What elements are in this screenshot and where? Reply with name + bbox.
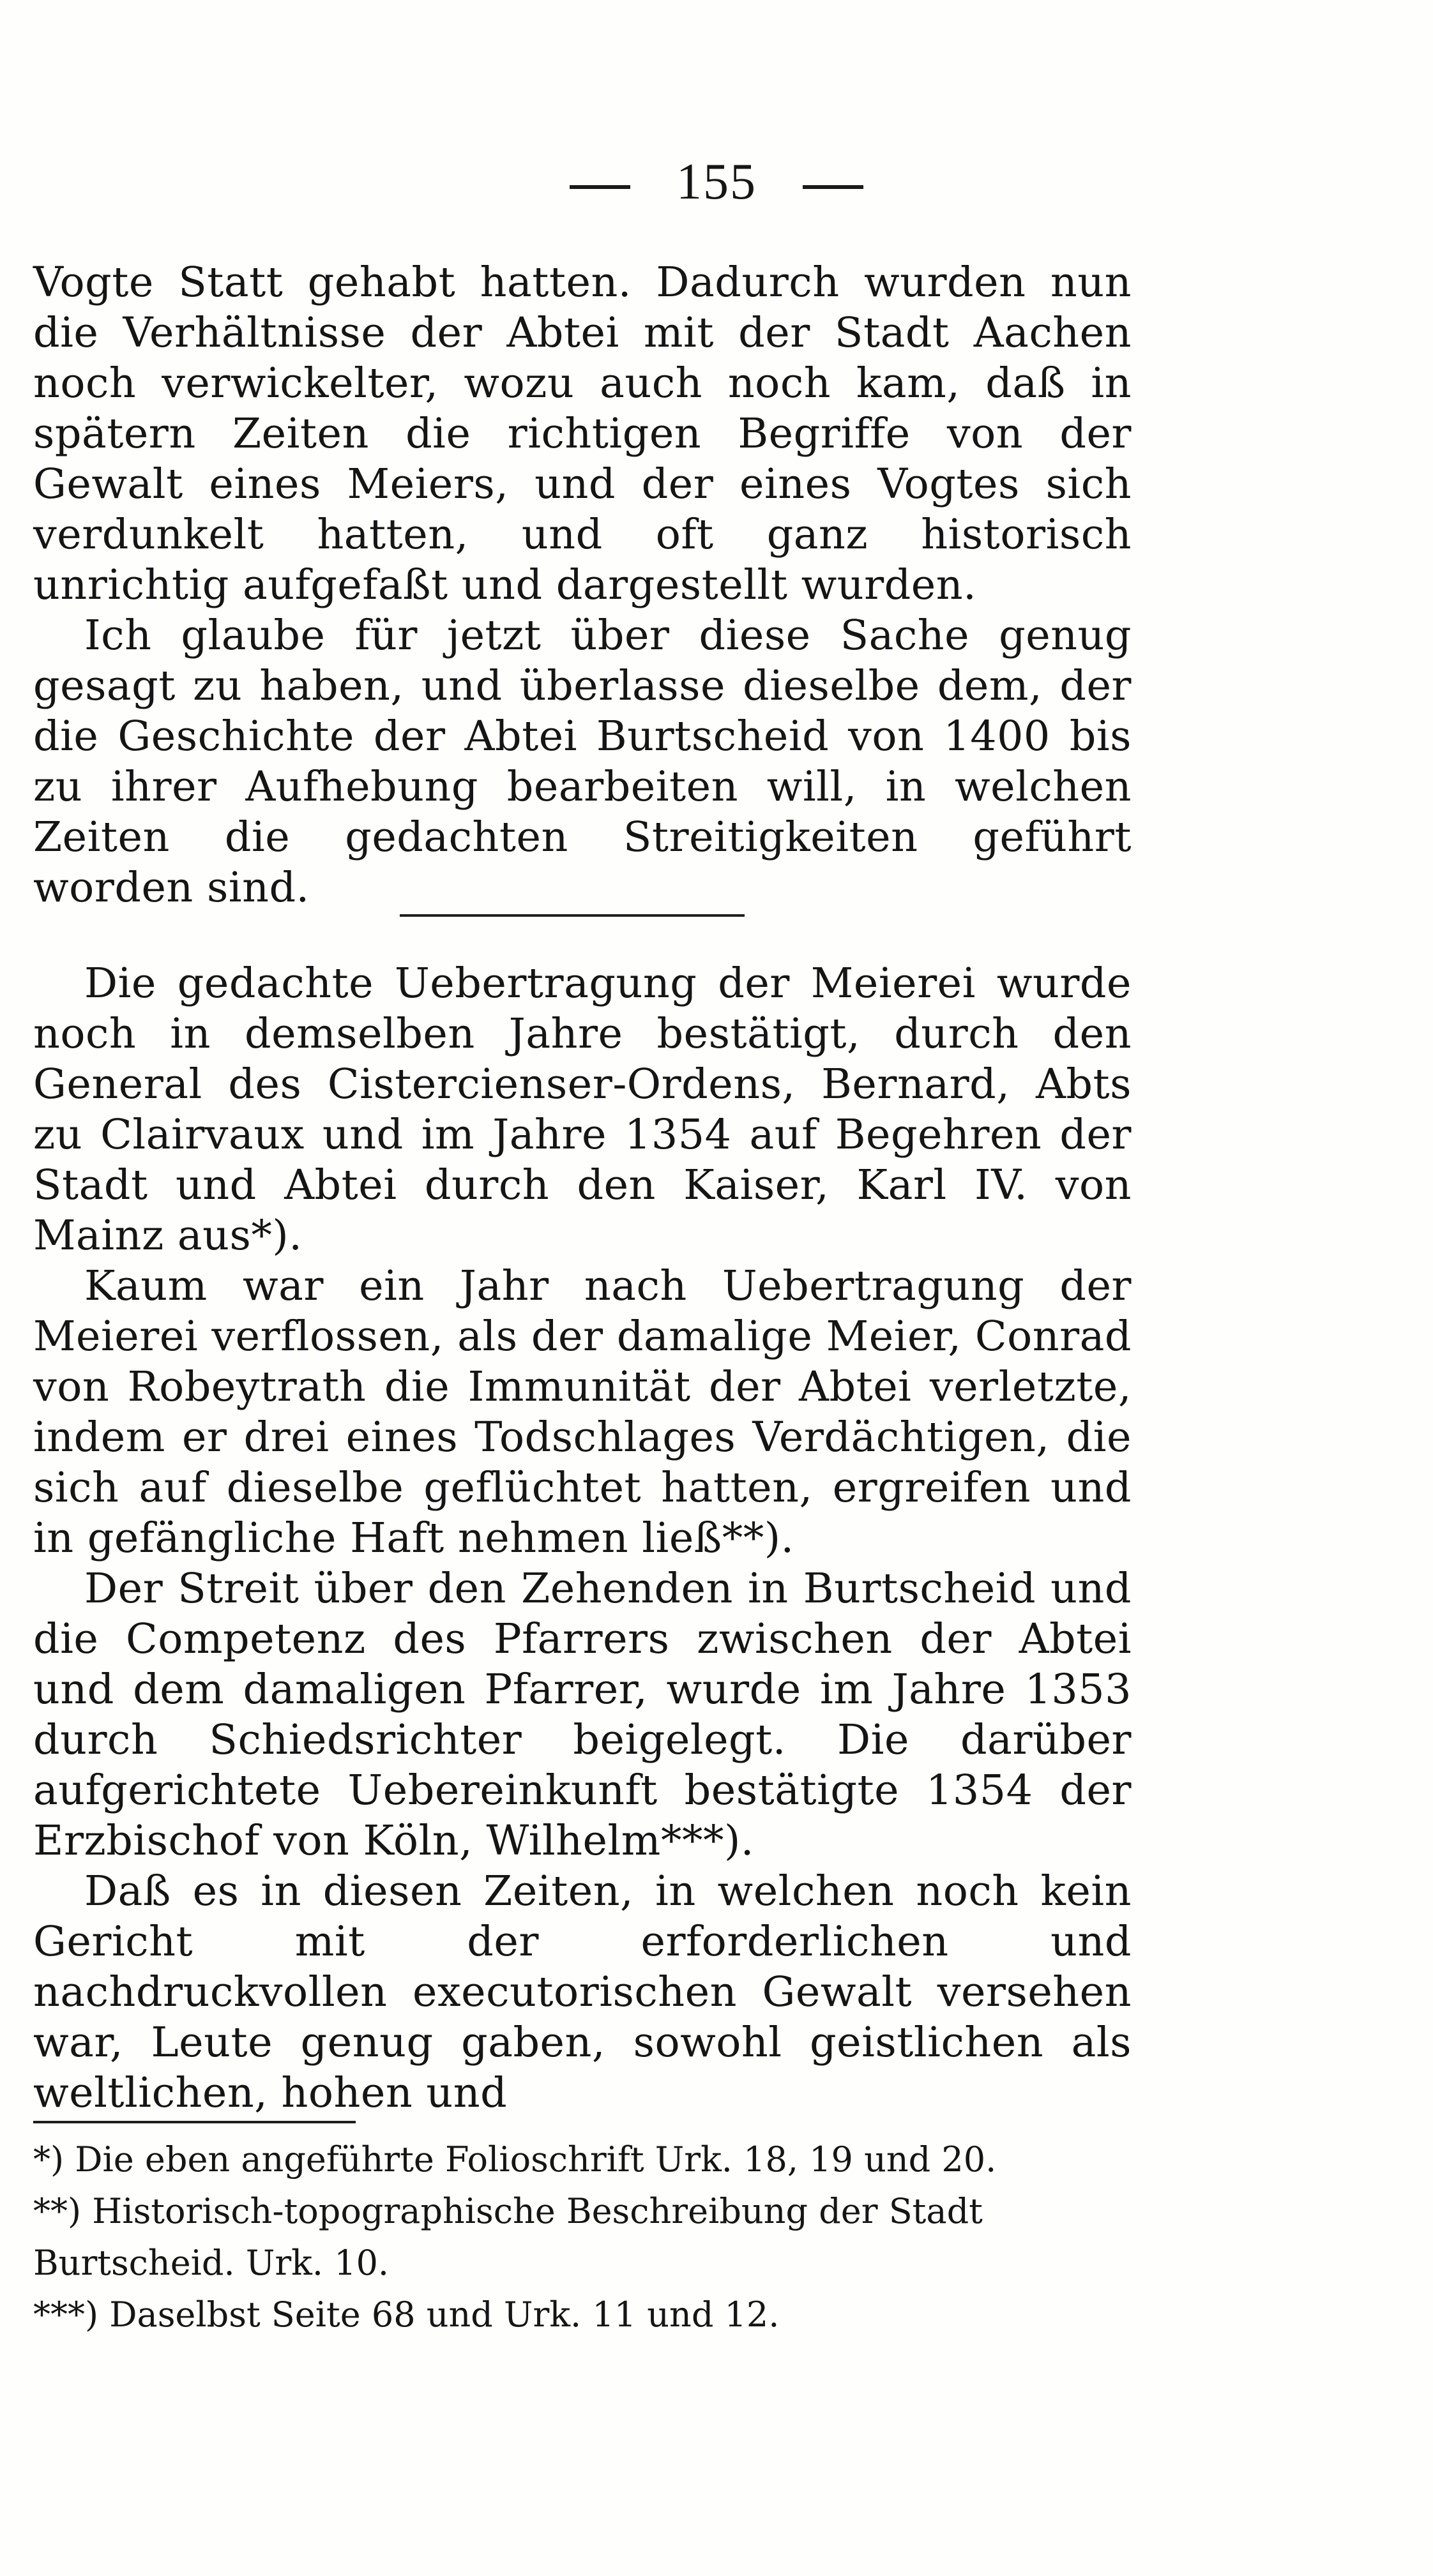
- body-section-2: [33, 958, 1132, 2118]
- paragraph: Ich glaube für jetzt über diese Sache genug gesagt zu haben, und überlasse dieselbe dem, der die Geschichte der Abtei Burtscheid von 1400 bis zu ihrer Aufhebung bearbeiten will, in welchen Zeiten die gedachten Streitigkeiten geführt worden sind.: [33, 612, 1132, 912]
- footnote: *) Die eben angeführte Folioschrift Urk. 18, 19 und 20.: [33, 2139, 997, 2180]
- paragraph: Der Streit über den Zehenden in Burtscheid und die Competenz des Pfarrers zwischen der Abtei und dem damaligen Pfarrer, wurde im Jahre 1353 durch Schiedsrichter beigelegt. Die darüber aufgerichtete Uebereinkunft bestätigte 1354 der Erzbischof von Köln, Wilhelm***).: [33, 1565, 1132, 1865]
- page-header: [0, 153, 1433, 211]
- section-divider: [400, 914, 745, 917]
- header-dash-right: [803, 185, 863, 189]
- page-number: 155: [676, 154, 757, 210]
- paragraph: Vogte Statt gehabt hatten. Dadurch wurden nun die Verhältnisse der Abtei mit der Stadt Aachen noch verwickelter, wozu auch noch kam, daß in spätern Zeiten die richtigen Begriffe von der Gewalt eines Meiers, und der eines Vogtes sich verdunkelt hatten, und oft ganz historisch unrichtig aufgefaßt und dargestellt wurden.: [33, 259, 1132, 609]
- paragraph: Die gedachte Uebertragung der Meierei wurde noch in demselben Jahre bestätigt, durch den General des Cistercienser-Ordens, Bernard, Abts zu Clairvaux und im Jahre 1354 auf Begehren der Stadt und Abtei durch den Kaiser, Karl IV. von Mainz aus*).: [33, 960, 1132, 1260]
- paragraph: Daß es in diesen Zeiten, in welchen noch kein Gericht mit der erforderlichen und nachdruckvollen executorischen Gewalt versehen war, Leute genug gaben, sowohl geistlichen als weltlichen, hohen und: [33, 1867, 1132, 2117]
- header-dash-left: [570, 185, 630, 189]
- footnotes: [33, 2134, 1138, 2340]
- footnote: **) Historisch-topographische Beschreibung der Stadt Burtscheid. Urk. 10.: [33, 2191, 983, 2283]
- body-section-1: [33, 257, 1132, 913]
- paragraph: Kaum war ein Jahr nach Uebertragung der Meierei verflossen, als der damalige Meier, Conrad von Robeytrath die Immunität der Abtei verletzte, indem er drei eines Todschlages Verdächtigen, die sich auf dieselbe geflüchtet hatten, ergreifen und in gefängliche Haft nehmen ließ**).: [33, 1262, 1132, 1562]
- footnote-rule: [33, 2121, 356, 2123]
- footnote: ***) Daselbst Seite 68 und Urk. 11 und 12.: [33, 2294, 780, 2335]
